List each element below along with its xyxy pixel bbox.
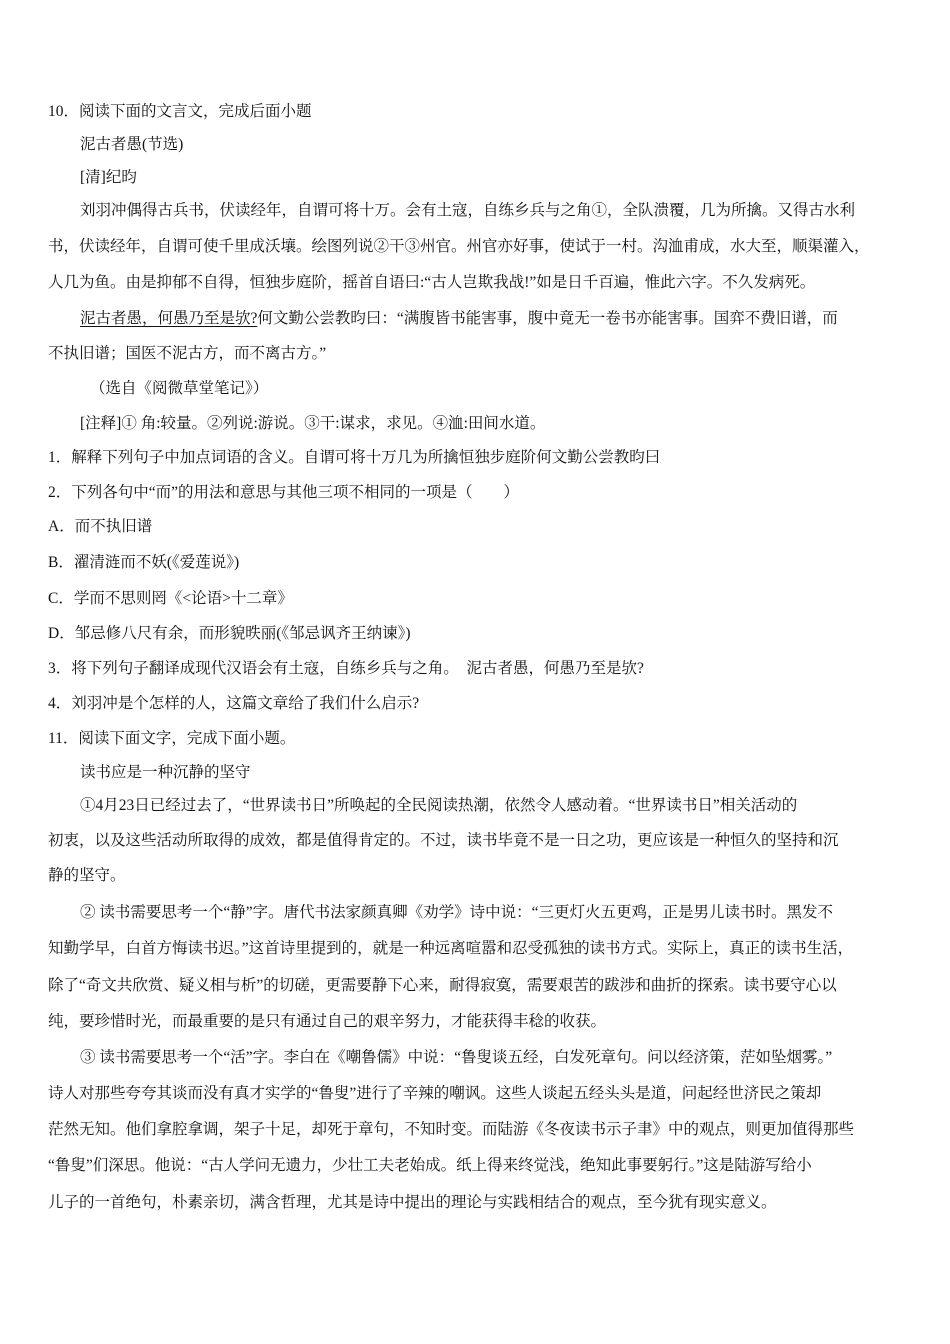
q10-option-d: D．邹忌修八尺有余，而形貌昳丽(《邹忌讽齐王纳谏》) <box>48 625 411 642</box>
q10-p2-line1 <box>80 309 838 329</box>
q11-p2-line2: 知勤学早，白首方悔读书迟。”这首诗里提到的，就是一种远离喧嚣和忍受孤独的读书方式。实际上，真正的读书生活， <box>48 940 854 957</box>
q11-p3-line4: “鲁叟”们深思。他说：“古人学问无遗力，少壮工夫老始成。纸上得来终觉浅，绝知此事要躬行。”这是陆游写给小 <box>48 1157 812 1174</box>
q10-p2-underlined: 泥古者愚，何愚乃至是欤? <box>80 310 258 327</box>
q10-question-4: 4．刘羽冲是个怎样的人，这篇文章给了我们什么启示? <box>48 695 420 712</box>
q10-p1-line2: 书，伏读经年，自谓可使千里成沃壤。绘图列说②干③州官。州官亦好事，使试于一村。沟洫甫成，水大至，顺渠灌入， <box>48 238 870 255</box>
q10-source: （选自《阅微草堂笔记》） <box>90 380 269 397</box>
q10-p2-line2: 不执旧谱；国医不泥古方，而不离古方。” <box>48 345 327 362</box>
q10-question-1: 1．解释下列句子中加点词语的含义。自谓可将十万几为所擒恒独步庭阶何文勤公尝教昀曰 <box>48 449 661 466</box>
q11-p3-line2: 诗人对那些夸夸其谈而没有真才实学的“鲁叟”进行了辛辣的嘲讽。这些人谈起五经头头是道，问起经世济民之策却 <box>48 1085 822 1102</box>
q10-p1-line3: 人几为鱼。由是抑郁不自得，恒独步庭阶，摇首自语曰:“古人岂欺我战!”如是日千百遍，惟此六字。不久发病死。 <box>48 274 816 291</box>
q11-p2-line3: 除了“奇文共欣赏、疑义相与析”的切磋，更需要静下心来，耐得寂寞，需要艰苦的跋涉和曲折的探索。读书要守心以 <box>48 977 837 994</box>
q10-author: [清]纪昀 <box>80 169 137 186</box>
q11-p3-line3: 茫然无知。他们拿腔拿调，架子十足，却死于章句，不知时变。而陆游《冬夜读书示子聿》中的观点，则更加值得那些 <box>48 1121 855 1138</box>
q11-p2-line1: ② 读书需要思考一个“静”字。唐代书法家颜真卿《劝学》诗中说：“三更灯火五更鸡，正是男儿读书时。黑发不 <box>80 904 834 921</box>
q11-title: 读书应是一种沉静的坚守 <box>80 764 251 781</box>
q10-option-a: A．而不执旧谱 <box>48 518 153 535</box>
q10-option-c: C．学而不思则罔《<论语>十二章》 <box>48 590 293 607</box>
q11-p3-line5: 儿子的一首绝句，朴素亲切，满含哲理，尤其是诗中提出的理论与实践相结合的观点，至今犹有现实意义。 <box>48 1194 777 1211</box>
q10-title: 泥古者愚(节选) <box>80 136 184 153</box>
q11-p2-line4: 纯，要珍惜时光，而最重要的是只有通过自己的艰辛努力，才能获得丰稔的收获。 <box>48 1013 607 1030</box>
q11-p3-line1: ③ 读书需要思考一个“活”字。李白在《嘲鲁儒》中说：“鲁叟谈五经，白发死章句。问以经济策，茫如坠烟雾。” <box>80 1049 833 1066</box>
q11-p1-line1: ①4月23日已经过去了，“世界读书日”所唤起的全民阅读热潮，依然令人感动着。“世界读书日”相关活动的 <box>80 797 798 814</box>
q11-heading: 11．阅读下面文字，完成下面小题。 <box>48 730 296 747</box>
q10-notes: [注释]① 角:较量。②列说:游说。③干:谋求，求见。④洫:田间水道。 <box>80 415 546 432</box>
q10-p2-rest: 何文勤公尝教昀曰：“满腹皆书能害事，腹中竟无一卷书亦能害事。国弈不费旧谱，而 <box>257 310 838 327</box>
q10-p1-line1: 刘羽冲偶得古兵书，伏读经年，自谓可将十万。会有土寇，自练乡兵与之角①，全队溃覆，几为所擒。又得古水利 <box>80 202 856 219</box>
q10-question-2: 2．下列各句中“而”的用法和意思与其他三项不相同的一项是（ ） <box>48 484 520 501</box>
q11-p1-line3: 静的坚守。 <box>48 867 126 884</box>
q10-question-3: 3．将下列句子翻译成现代汉语会有土寇，自练乡兵与之角。 泥古者愚，何愚乃至是欤? <box>48 660 644 677</box>
q10-option-b: B．濯清涟而不妖(《爱莲说》) <box>48 554 240 571</box>
q11-p1-line2: 初衷，以及这些活动所取得的成效，都是值得肯定的。不过，读书毕竟不是一日之功，更应该是一种恒久的坚持和沉 <box>48 832 839 849</box>
q10-heading: 10．阅读下面的文言文，完成后面小题 <box>48 103 312 120</box>
